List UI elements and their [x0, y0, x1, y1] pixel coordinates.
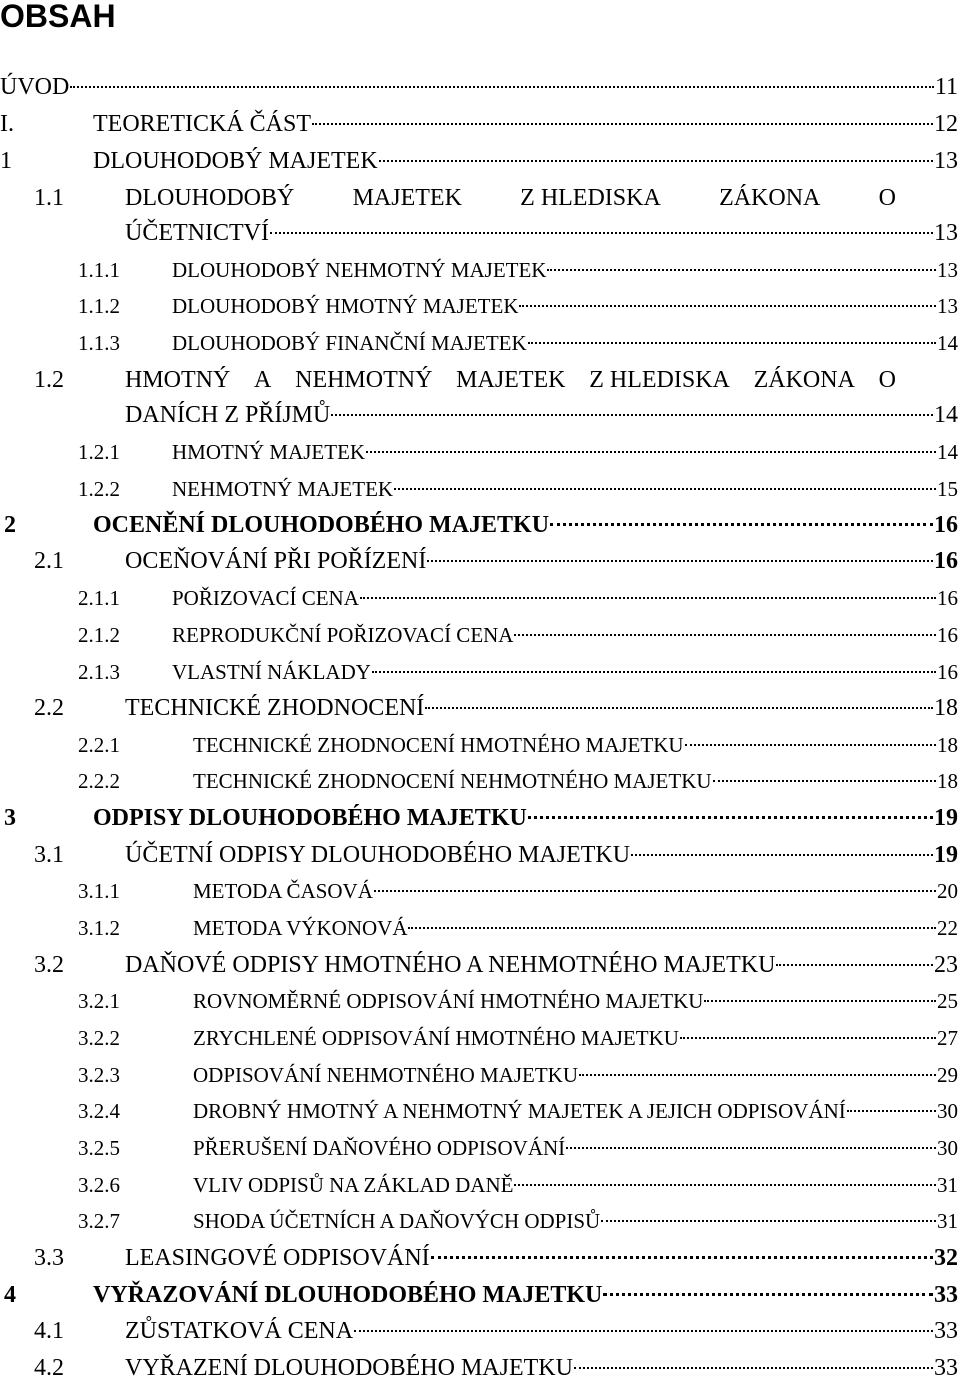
toc-page-number: 30 [937, 1099, 958, 1123]
toc-page-number: 18 [937, 769, 958, 793]
toc-page-number: 13 [934, 220, 958, 246]
toc-page-number: 13 [937, 294, 958, 318]
toc-label: METODA ČASOVÁ [193, 879, 373, 903]
toc-number: 1 [0, 148, 12, 174]
toc-leader [425, 707, 933, 709]
toc-label: DANÍCH Z PŘÍJMŮ [125, 402, 331, 428]
toc-leader [431, 1256, 933, 1259]
toc-number: 2.1.3 [78, 660, 120, 684]
toc-page-number: 33 [934, 1282, 958, 1308]
toc-entry-4-2[interactable] [0, 1353, 958, 1383]
toc-label: OCENĚNÍ DLOUHODOBÉHO MAJETKU [93, 512, 550, 538]
toc-page-number: 22 [937, 916, 958, 940]
toc-leader [579, 1074, 936, 1076]
toc-label: DAŇOVÉ ODPISY HMOTNÉHO A NEHMOTNÉHO MAJETKU [125, 952, 776, 978]
toc-entry-1-2-2[interactable] [0, 474, 958, 504]
toc-leader [528, 816, 933, 819]
toc-page-number: 11 [934, 74, 958, 100]
toc-label: DLOUHODOBÝ NEHMOTNÝ MAJETEK [172, 258, 547, 282]
toc-label: ZŮSTATKOVÁ CENA [125, 1318, 354, 1344]
toc-number: 3.2.2 [78, 1026, 120, 1050]
toc-entry-1-2[interactable] [125, 400, 958, 430]
toc-number: 2 [4, 512, 16, 538]
toc-label: SHODA ÚČETNÍCH A DAŇOVÝCH ODPISŮ [193, 1209, 601, 1233]
toc-number: I. [0, 111, 14, 137]
toc-entry-1-2-1[interactable] [0, 437, 958, 467]
toc-leader [372, 671, 936, 673]
toc-page-number: 19 [934, 842, 958, 868]
toc-leader [514, 634, 936, 636]
toc-number: 4 [4, 1282, 16, 1308]
toc-page-number: 16 [934, 512, 958, 538]
toc-page-number: 31 [937, 1173, 958, 1197]
toc-label: ÚVOD [0, 74, 70, 100]
toc-leader [601, 1220, 936, 1222]
toc-number: 1.2.1 [78, 440, 120, 464]
toc-entry-2-1[interactable] [0, 546, 958, 576]
toc-number: 2.2.2 [78, 769, 120, 793]
toc-leader [70, 86, 934, 88]
toc-label: LEASINGOVÉ ODPISOVÁNÍ [125, 1245, 430, 1271]
toc-page-number: 23 [934, 952, 958, 978]
toc-leader [354, 1330, 933, 1332]
toc-label: ODPISOVÁNÍ NEHMOTNÉHO MAJETKU [193, 1063, 578, 1087]
toc-page-number: 30 [937, 1136, 958, 1160]
toc-leader [713, 780, 936, 782]
toc-entry-3-1-2[interactable] [0, 913, 958, 943]
toc-leader [270, 232, 933, 234]
toc-number: 3.2.7 [78, 1209, 120, 1233]
toc-number: 4.2 [34, 1355, 64, 1381]
toc-entry-1-1-3[interactable] [0, 328, 958, 358]
toc-entry-2-2-1[interactable] [0, 730, 958, 760]
toc-entry-3-2-4[interactable] [0, 1096, 958, 1126]
toc-entry-uvod[interactable] [0, 72, 958, 102]
toc-number: 2.1.2 [78, 623, 120, 647]
toc-label: ROVNOMĚRNÉ ODPISOVÁNÍ HMOTNÉHO MAJETKU [193, 989, 704, 1013]
toc-page-number: 18 [937, 733, 958, 757]
toc-label: NEHMOTNÝ MAJETEK [172, 477, 394, 501]
toc-leader [331, 414, 933, 416]
toc-entry-3-2-1[interactable] [0, 986, 958, 1016]
toc-leader [528, 342, 936, 344]
toc-page-number: 12 [934, 111, 958, 137]
toc-label: POŘIZOVACÍ CENA [172, 586, 359, 610]
toc-number: 3.1 [34, 842, 64, 868]
toc-number: 3.2.4 [78, 1099, 120, 1123]
toc-page-number: 13 [937, 258, 958, 282]
toc-leader [394, 488, 936, 490]
toc-leader [379, 160, 933, 162]
toc-label: ZRYCHLENÉ ODPISOVÁNÍ HMOTNÉHO MAJETKU [193, 1026, 679, 1050]
toc-entry-3-1[interactable] [0, 840, 958, 870]
toc-entry-4[interactable] [0, 1280, 958, 1310]
toc-label: DROBNÝ HMOTNÝ A NEHMOTNÝ MAJETEK A JEJICH ODPISOVÁNÍ [193, 1099, 846, 1123]
toc-page-number: 33 [934, 1355, 958, 1381]
toc-leader [685, 744, 936, 746]
toc-entry-1-1[interactable] [125, 218, 958, 248]
toc-label: TEORETICKÁ ČÁST [93, 111, 311, 137]
toc-label: METODA VÝKONOVÁ [193, 916, 408, 940]
toc-leader [408, 927, 936, 929]
toc-label: TECHNICKÉ ZHODNOCENÍ HMOTNÉHO MAJETKU [193, 733, 684, 757]
toc-leader [519, 305, 936, 307]
toc-entry-3-2-6[interactable] [0, 1170, 958, 1200]
toc-entry-2-2-2[interactable] [0, 766, 958, 796]
toc-entry-2[interactable] [0, 510, 958, 540]
toc-number: 3.2.1 [78, 989, 120, 1013]
toc-label-line1: DLOUHODOBÝ MAJETEK Z HLEDISKA ZÁKONA O [125, 185, 896, 211]
toc-entry-3-2-5[interactable] [0, 1133, 958, 1163]
toc-number: 1.2.2 [78, 477, 120, 501]
toc-entry-2-1-2[interactable] [0, 620, 958, 650]
toc-label: DLOUHODOBÝ FINANČNÍ MAJETEK [172, 331, 527, 355]
toc-label: VYŘAZOVÁNÍ DLOUHODOBÉHO MAJETKU [93, 1282, 603, 1308]
toc-entry-part-1[interactable] [0, 109, 958, 139]
toc-leader [547, 269, 936, 271]
toc-label: ÚČETNICTVÍ [125, 220, 269, 246]
toc-page-number: 14 [937, 331, 958, 355]
toc-entry-3-2-3[interactable] [0, 1060, 958, 1090]
toc-leader [366, 451, 936, 453]
toc-number: 2.2.1 [78, 733, 120, 757]
toc-number: 1.1 [34, 185, 64, 211]
toc-entry-3-2-7[interactable] [0, 1206, 958, 1236]
toc-label: HMOTNÝ MAJETEK [172, 440, 366, 464]
toc-label-line1: HMOTNÝ A NEHMOTNÝ MAJETEK Z HLEDISKA ZÁKONA O [125, 367, 896, 393]
toc-leader [514, 1184, 936, 1186]
toc-entry-3-2[interactable] [0, 950, 958, 980]
toc-label: PŘERUŠENÍ DAŇOVÉHO ODPISOVÁNÍ [193, 1136, 566, 1160]
page-title: OBSAH [0, 0, 116, 34]
toc-leader [312, 123, 933, 125]
toc-label: VLIV ODPISŮ NA ZÁKLAD DANĚ [193, 1173, 514, 1197]
toc-page-number: 33 [934, 1318, 958, 1344]
toc-leader [427, 560, 933, 562]
toc-number: 1.1.2 [78, 294, 120, 318]
toc-leader [631, 854, 933, 856]
toc-entry-2-1-1[interactable] [0, 583, 958, 613]
toc-number: 4.1 [34, 1318, 64, 1344]
toc-page-number: 14 [934, 402, 958, 428]
toc-number: 2.1.1 [78, 586, 120, 610]
toc-label: REPRODUKČNÍ POŘIZOVACÍ CENA [172, 623, 514, 647]
toc-page-number: 13 [934, 148, 958, 174]
toc-number: 3.2.6 [78, 1173, 120, 1197]
toc-leader [704, 1000, 936, 1002]
toc-entry-4-1[interactable] [0, 1316, 958, 1346]
toc-label: TECHNICKÉ ZHODNOCENÍ [125, 695, 425, 721]
toc-leader [574, 1367, 933, 1369]
toc-number: 2.2 [34, 695, 64, 721]
toc-page-number: 25 [937, 989, 958, 1013]
toc-entry-3[interactable] [0, 803, 958, 833]
toc-label: OCEŇOVÁNÍ PŘI POŘÍZENÍ [125, 548, 427, 574]
toc-number: 1.2 [34, 367, 64, 393]
toc-entry-1[interactable] [0, 146, 958, 176]
toc-entry-2-1-3[interactable] [0, 657, 958, 687]
toc-number: 3.1.1 [78, 879, 120, 903]
toc-page-number: 16 [937, 623, 958, 647]
toc-number: 3.2 [34, 952, 64, 978]
toc-number: 2.1 [34, 548, 64, 574]
toc-page-number: 15 [937, 477, 958, 501]
toc-entry-3-1-1[interactable] [0, 876, 958, 906]
toc-leader [566, 1147, 936, 1149]
toc-page-number: 18 [934, 695, 958, 721]
toc-label: DLOUHODOBÝ MAJETEK [93, 148, 378, 174]
toc-number: 3 [4, 805, 16, 831]
toc-leader [550, 523, 933, 526]
toc-number: 3.2.3 [78, 1063, 120, 1087]
toc-leader [680, 1037, 936, 1039]
toc-label: DLOUHODOBÝ HMOTNÝ MAJETEK [172, 294, 519, 318]
toc-entry-2-2[interactable] [0, 693, 958, 723]
toc-number: 1.1.3 [78, 331, 120, 355]
toc-number: 1.1.1 [78, 258, 120, 282]
toc-page-number: 29 [937, 1063, 958, 1087]
toc-page-number: 19 [934, 805, 958, 831]
toc-leader [847, 1110, 936, 1112]
toc-label: VYŘAZENÍ DLOUHODOBÉHO MAJETKU [125, 1355, 573, 1381]
toc-page-number: 20 [937, 879, 958, 903]
toc-number: 3.3 [34, 1245, 64, 1271]
toc-leader [360, 597, 936, 599]
toc-page-number: 32 [934, 1245, 958, 1271]
toc-entry-3-2-2[interactable] [0, 1023, 958, 1053]
toc-entry-1-1-1[interactable] [0, 255, 958, 285]
toc-page-number: 16 [937, 660, 958, 684]
toc-page-number: 16 [937, 586, 958, 610]
toc-label: ODPISY DLOUHODOBÉHO MAJETKU [93, 805, 527, 831]
toc-entry-3-3[interactable] [0, 1243, 958, 1273]
toc-page-number: 16 [934, 548, 958, 574]
toc-page-number: 31 [937, 1209, 958, 1233]
toc-number: 3.2.5 [78, 1136, 120, 1160]
toc-page-number: 14 [937, 440, 958, 464]
toc-leader [374, 890, 936, 892]
toc-label: VLASTNÍ NÁKLADY [172, 660, 371, 684]
toc-label: TECHNICKÉ ZHODNOCENÍ NEHMOTNÉHO MAJETKU [193, 769, 712, 793]
toc-entry-1-1-2[interactable] [0, 291, 958, 321]
toc-leader [603, 1293, 933, 1296]
toc-number: 3.1.2 [78, 916, 120, 940]
toc-leader [776, 964, 933, 966]
toc-page-number: 27 [937, 1026, 958, 1050]
toc-label: ÚČETNÍ ODPISY DLOUHODOBÉHO MAJETKU [125, 842, 631, 868]
